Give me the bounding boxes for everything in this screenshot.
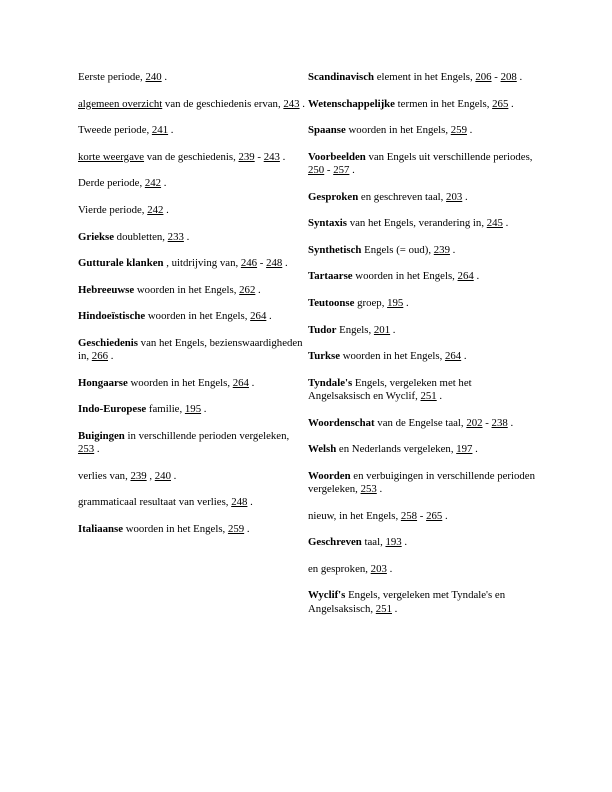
entry-text: . xyxy=(183,230,190,243)
index-entry xyxy=(308,297,536,310)
page-link[interactable]: 264 xyxy=(232,376,249,389)
entry-text: Vierde periode, xyxy=(78,203,148,216)
entry-text: . xyxy=(108,350,114,363)
page-link[interactable]: 239 xyxy=(433,243,450,256)
index-term: Hindoeïstische xyxy=(78,310,146,323)
index-entry xyxy=(308,443,536,456)
index-entry xyxy=(78,470,306,483)
entry-text: Engels, vergeleken met Tyndale's en Angelsaksisch, xyxy=(308,589,506,615)
entry-text: . xyxy=(401,536,408,549)
entry-text: van het Engels, verandering in, xyxy=(347,217,487,230)
page-link[interactable]: 240 xyxy=(145,71,162,83)
index-term: Geschreven xyxy=(308,536,362,549)
page-link[interactable]: 251 xyxy=(375,602,392,615)
page-link[interactable]: 243 xyxy=(263,150,280,163)
page-link[interactable]: 238 xyxy=(491,416,508,429)
entry-text: . xyxy=(255,283,261,296)
entry-text: en Nederlands vergeleken, xyxy=(336,443,457,456)
index-entry xyxy=(78,430,306,456)
index-entry xyxy=(78,403,306,416)
index-term: Spaanse xyxy=(308,124,346,137)
entry-text: . xyxy=(349,163,355,176)
index-entry xyxy=(78,124,306,137)
index-entry xyxy=(78,257,306,270)
entry-text: en geschreven taal, xyxy=(358,190,447,203)
entry-text: . xyxy=(516,71,523,83)
entry-text: Derde periode, xyxy=(78,177,145,190)
page-link[interactable]: 197 xyxy=(456,443,473,456)
entry-text: . xyxy=(461,350,467,363)
entry-text: . xyxy=(508,97,514,110)
page-link[interactable]: 246 xyxy=(240,257,258,270)
index-entry xyxy=(308,510,536,523)
index-entry xyxy=(308,98,536,111)
entry-text: en verbuigingen in verschillende perioden vergeleken, xyxy=(308,469,535,495)
index-entry xyxy=(308,270,536,283)
entry-text: . xyxy=(391,602,398,615)
index-entry xyxy=(308,191,536,204)
entry-text: Engels, vergeleken met het Angelsaksisch en Wyclif, xyxy=(308,376,472,402)
entry-text: - xyxy=(257,257,267,270)
page-link[interactable]: 241 xyxy=(151,124,169,137)
entry-text: van de Engelse taal, xyxy=(374,416,467,429)
page-link[interactable]: 195 xyxy=(387,296,404,309)
index-term: Voorbeelden xyxy=(308,150,366,163)
index-term: Turkse xyxy=(308,350,341,363)
page-link[interactable]: 243 xyxy=(283,97,300,110)
entry-text: . xyxy=(266,310,272,323)
page-link[interactable]: 203 xyxy=(446,190,463,203)
index-term: Syntaxis xyxy=(308,217,348,230)
index-term: Italiaanse xyxy=(78,522,123,535)
entry-text: van de geschiedenis ervan, xyxy=(162,97,284,110)
index-term: Wetenschappelijke xyxy=(308,97,395,110)
entry-text: . xyxy=(449,243,456,256)
entry-text: . xyxy=(170,469,177,482)
entry-text: groep, xyxy=(354,296,388,309)
page-link[interactable]: 253 xyxy=(360,482,377,495)
index-entry xyxy=(78,151,306,164)
entry-text: woorden in het Engels, xyxy=(145,310,251,323)
page-link[interactable]: 250 xyxy=(308,163,325,176)
entry-text: . xyxy=(376,482,383,495)
entry-text: element in het Engels, xyxy=(374,71,476,83)
page-link[interactable]: korte weergave xyxy=(78,150,145,163)
entry-text: . xyxy=(247,496,253,509)
index-entry xyxy=(308,244,536,257)
entry-text: en gesproken, xyxy=(308,562,371,575)
entry-text: woorden in het Engels, xyxy=(340,350,445,363)
entry-text: in verschillende perioden vergeleken, xyxy=(124,429,290,442)
index-term: Woordenschat xyxy=(308,416,375,429)
page-link[interactable]: 251 xyxy=(420,389,437,402)
index-entry xyxy=(308,417,536,430)
index-entry xyxy=(308,377,536,403)
index-entry xyxy=(78,496,306,509)
index-entry xyxy=(308,124,536,137)
entry-text: , uitdrijving van, xyxy=(163,257,241,270)
index-column-right xyxy=(308,71,536,629)
index-entry xyxy=(308,324,536,337)
page-link[interactable]: 253 xyxy=(78,443,95,456)
entry-text: - xyxy=(324,163,334,176)
index-entry xyxy=(78,337,306,363)
page-link[interactable]: 265 xyxy=(492,97,509,110)
index-entry xyxy=(78,177,306,190)
entry-text: woorden in het Engels, xyxy=(123,522,228,535)
entry-text: Engels, xyxy=(336,323,374,336)
entry-text: - xyxy=(417,509,427,522)
entry-text: Engels (= oud), xyxy=(361,243,434,256)
index-term: Griekse xyxy=(78,230,114,243)
page-link[interactable]: algemeen overzicht xyxy=(78,97,163,110)
entry-text: termen in het Engels, xyxy=(394,97,493,110)
entry-text: . xyxy=(163,203,169,216)
page-link[interactable]: 257 xyxy=(333,163,350,176)
index-entry xyxy=(308,589,536,615)
entry-text: . xyxy=(462,190,468,203)
page-link[interactable]: 201 xyxy=(373,323,391,336)
index-entry xyxy=(78,71,306,84)
page-link[interactable]: 203 xyxy=(370,562,387,575)
entry-text: - xyxy=(491,71,501,83)
entry-text: . xyxy=(403,296,409,309)
entry-text: van het Engels, bezienswaardigheden in, xyxy=(78,336,303,363)
entry-text: woorden in het Engels, xyxy=(345,124,451,137)
entry-text: , xyxy=(146,469,155,482)
entry-text: . xyxy=(390,323,396,336)
index-column-left xyxy=(78,71,306,550)
entry-text: . xyxy=(201,403,207,416)
entry-text: - xyxy=(482,416,492,429)
entry-text: . xyxy=(282,257,288,270)
index-entry xyxy=(78,98,306,111)
page-link[interactable]: 240 xyxy=(154,469,171,482)
entry-text: woorden in het Engels, xyxy=(134,283,240,296)
index-entry xyxy=(308,71,536,84)
entry-text: . xyxy=(507,416,514,429)
page-link[interactable]: 233 xyxy=(167,230,184,243)
index-entry xyxy=(78,523,306,536)
index-entry xyxy=(308,151,536,177)
page-link[interactable]: 239 xyxy=(238,150,255,163)
index-term: Welsh xyxy=(308,443,337,456)
entry-text: . xyxy=(436,389,443,402)
entry-text: . xyxy=(472,443,478,456)
page-link[interactable]: 239 xyxy=(130,469,147,482)
entry-text: van de geschiedenis, xyxy=(144,150,239,163)
page-link[interactable]: 259 xyxy=(227,522,245,535)
entry-text: van Engels uit verschillende periodes, xyxy=(365,150,533,163)
page-link[interactable]: 266 xyxy=(91,350,108,363)
index-term: Woorden xyxy=(308,469,351,482)
index-entry xyxy=(78,377,306,390)
entry-text: . xyxy=(248,376,255,389)
index-term: Teutoonse xyxy=(308,296,355,309)
entry-text: . xyxy=(279,150,286,163)
page-link[interactable]: 259 xyxy=(450,124,467,137)
page-link[interactable]: 264 xyxy=(444,350,462,363)
page-link[interactable]: 245 xyxy=(486,217,503,230)
index-term: Tudor xyxy=(308,323,337,336)
entry-text: taal, xyxy=(361,536,386,549)
index-term: Gesproken xyxy=(308,190,359,203)
page-link[interactable]: 264 xyxy=(250,310,267,323)
index-term: Tartaarse xyxy=(308,270,353,283)
index-entry xyxy=(308,470,536,496)
entry-text: . xyxy=(168,124,174,137)
entry-text: nieuw, in het Engels, xyxy=(308,509,401,522)
entry-text: . xyxy=(442,509,448,522)
entry-text: . xyxy=(502,217,509,230)
index-entry xyxy=(308,350,536,363)
page-link[interactable]: 206 xyxy=(475,71,492,83)
entry-text: . xyxy=(466,124,473,137)
entry-text: . xyxy=(94,443,100,456)
page-link[interactable]: 202 xyxy=(466,416,483,429)
entry-text: . xyxy=(473,270,480,283)
page-link[interactable]: 208 xyxy=(500,71,517,83)
page-link[interactable]: 193 xyxy=(385,536,402,549)
index-term: Geschiedenis xyxy=(78,336,138,349)
index-entry xyxy=(78,231,306,244)
index-entry xyxy=(308,536,536,549)
entry-text: grammaticaal resultaat van verlies, xyxy=(78,496,232,509)
entry-text: . xyxy=(299,97,305,110)
entry-text: - xyxy=(254,150,264,163)
index-entry xyxy=(308,563,536,576)
entry-text: . xyxy=(244,522,250,535)
entry-text: familie, xyxy=(146,403,185,416)
entry-text: Eerste periode, xyxy=(78,71,146,83)
page-link[interactable]: 264 xyxy=(457,270,474,283)
page-link[interactable]: 248 xyxy=(231,496,248,509)
entry-text: verlies van, xyxy=(78,469,131,482)
index-term: Buigingen xyxy=(78,429,125,442)
entry-text: doubletten, xyxy=(113,230,168,243)
index-term: Hebreeuwse xyxy=(78,283,135,296)
index-term: Indo-Europese xyxy=(78,403,147,416)
entry-text: . xyxy=(161,177,167,190)
page-link[interactable]: 242 xyxy=(144,177,162,190)
index-term: Scandinavisch xyxy=(308,71,375,83)
index-term: Synthetisch xyxy=(308,243,362,256)
page-link[interactable]: 248 xyxy=(266,257,283,270)
index-entry xyxy=(78,310,306,323)
page-link[interactable]: 195 xyxy=(184,403,202,416)
entry-text: woorden in het Engels, xyxy=(352,270,458,283)
index-term: Hongaarse xyxy=(78,376,128,389)
entry-text: . xyxy=(386,562,393,575)
index-term: Gutturale klanken xyxy=(78,257,164,270)
entry-text: . xyxy=(161,71,168,83)
index-entry xyxy=(308,217,536,230)
page-link[interactable]: 262 xyxy=(239,283,256,296)
index-entry xyxy=(78,204,306,217)
index-entry xyxy=(78,284,306,297)
page-link[interactable]: 265 xyxy=(426,509,443,522)
entry-text: Tweede periode, xyxy=(78,124,152,137)
index-term: Tyndale's xyxy=(308,376,353,389)
entry-text: woorden in het Engels, xyxy=(127,376,233,389)
page-link[interactable]: 242 xyxy=(147,203,164,216)
index-term: Wyclif's xyxy=(308,589,346,602)
page-link[interactable]: 258 xyxy=(400,509,418,522)
